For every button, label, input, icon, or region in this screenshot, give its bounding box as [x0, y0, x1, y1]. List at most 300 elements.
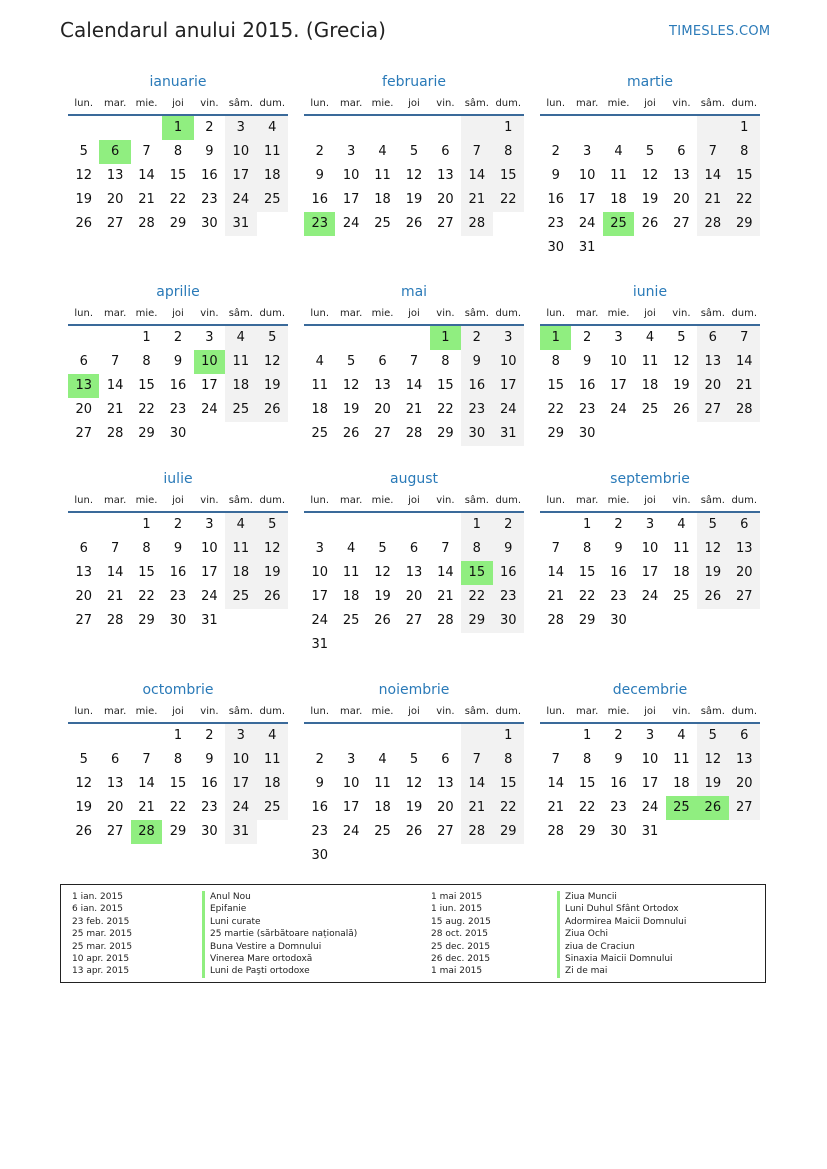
empty-cell	[461, 116, 492, 140]
day-grid	[68, 116, 288, 236]
day-cell: 19	[405, 192, 423, 207]
weekday-header	[68, 700, 288, 724]
holiday-name: Luni Duhul Sfânt Ortodox	[557, 903, 686, 915]
brand-logo-text[interactable]: TIMESLES.COM	[669, 24, 771, 39]
empty-cell	[367, 116, 398, 140]
day-grid	[540, 513, 760, 633]
day-cell: 6	[409, 541, 419, 556]
day-cell: 9	[614, 752, 623, 767]
holiday-names-left	[202, 891, 357, 978]
day-cell: 12	[405, 776, 423, 791]
empty-cell	[398, 513, 429, 537]
day-cell: 26	[257, 585, 288, 609]
day-cell: 11	[641, 354, 659, 369]
weekday-name: sâm.	[228, 706, 253, 717]
weekday-name: lun.	[310, 495, 330, 506]
holiday-name: Buna Vestire a Domnului	[202, 941, 357, 953]
empty-cell	[304, 116, 335, 140]
holiday-day-cell: 25	[666, 796, 697, 820]
day-cell: 15	[547, 378, 564, 393]
day-cell: 12	[374, 565, 391, 580]
day-cell: 7	[461, 748, 492, 772]
day-cell: 3	[614, 330, 623, 345]
day-cell: 10	[493, 350, 524, 374]
day-cell: 1	[582, 517, 592, 532]
day-cell: 9	[315, 168, 324, 183]
weekday-header	[68, 92, 288, 116]
day-cell: 22	[169, 800, 187, 815]
empty-cell	[99, 116, 130, 140]
day-cell: 29	[461, 609, 492, 633]
weekday-name: mie.	[607, 706, 630, 717]
weekday-name: sâm.	[228, 98, 253, 109]
weekday-name: mar.	[340, 706, 363, 717]
day-cell: 22	[729, 188, 760, 212]
weekday-name: lun.	[546, 98, 566, 109]
weekday-name: mar.	[576, 495, 599, 506]
holiday-date: 6 ian. 2015	[72, 904, 123, 915]
day-cell: 30	[461, 422, 492, 446]
day-cell: 14	[405, 378, 423, 393]
weekday-name: joi	[172, 706, 184, 717]
day-cell: 31	[311, 637, 328, 652]
empty-cell	[335, 116, 366, 140]
holiday-day-cell: 25	[603, 212, 634, 236]
day-cell: 7	[142, 144, 151, 159]
holiday-name: ziua de Craciun	[557, 941, 686, 953]
day-cell: 2	[461, 326, 492, 350]
day-cell: 26	[673, 402, 690, 417]
empty-cell	[335, 513, 366, 537]
weekday-name: joi	[408, 308, 420, 319]
month-name: decembrie	[612, 682, 688, 698]
holiday-date: 1 mai 2015	[431, 892, 483, 902]
day-cell: 19	[257, 561, 288, 585]
day-cell: 7	[110, 541, 120, 556]
day-cell: 17	[342, 192, 360, 207]
weekday-name: mie.	[607, 495, 630, 506]
day-cell: 13	[697, 350, 728, 374]
day-grid	[304, 513, 524, 657]
day-cell: 18	[257, 164, 288, 188]
day-cell: 21	[138, 192, 155, 207]
weekday-name: joi	[408, 98, 420, 109]
day-cell: 24	[311, 613, 328, 628]
month-name: septembrie	[610, 471, 690, 487]
weekday-name: sâm.	[464, 98, 489, 109]
day-cell: 23	[201, 800, 218, 815]
weekday-header	[304, 92, 524, 116]
day-cell: 23	[578, 402, 596, 417]
day-cell: 23	[493, 585, 524, 609]
holiday-date: 10 apr. 2015	[72, 954, 130, 965]
day-cell: 6	[729, 724, 760, 748]
holiday-date: 28 oct. 2015	[431, 929, 488, 940]
day-cell: 22	[169, 192, 187, 207]
day-cell: 15	[169, 776, 187, 791]
day-cell: 20	[729, 561, 760, 585]
holiday-dates-right	[431, 891, 491, 978]
day-cell: 27	[106, 216, 124, 231]
day-cell: 2	[493, 513, 524, 537]
day-cell: 20	[374, 402, 391, 417]
day-cell: 9	[173, 354, 183, 369]
weekday-header	[68, 489, 288, 513]
day-cell: 9	[551, 168, 560, 183]
day-cell: 28	[547, 824, 564, 839]
weekday-name: vin.	[200, 495, 219, 506]
day-cell: 8	[173, 144, 183, 159]
day-cell: 27	[729, 585, 760, 609]
weekday-name: sâm.	[228, 495, 253, 506]
weekday-name: dum.	[495, 308, 522, 319]
day-cell: 24	[201, 589, 218, 604]
day-cell: 5	[697, 513, 728, 537]
empty-cell	[430, 116, 461, 140]
holiday-name: Sinaxia Maicii Domnului	[557, 953, 686, 965]
day-cell: 16	[201, 168, 218, 183]
empty-cell	[335, 724, 366, 748]
day-cell: 2	[205, 120, 214, 135]
month-ianuarie	[68, 72, 288, 236]
empty-cell	[540, 116, 571, 140]
day-cell: 11	[257, 140, 288, 164]
empty-cell	[68, 116, 99, 140]
day-cell: 8	[142, 354, 151, 369]
day-cell: 4	[378, 144, 387, 159]
holiday-dates-left	[72, 891, 132, 978]
day-cell: 18	[673, 776, 690, 791]
day-cell: 27	[75, 613, 92, 628]
month-februarie	[304, 72, 524, 236]
day-cell: 20	[75, 402, 92, 417]
weekday-name: dum.	[495, 495, 522, 506]
holiday-name: Luni curate	[202, 916, 357, 928]
month-decembrie	[540, 680, 760, 844]
day-cell: 22	[461, 585, 492, 609]
holiday-date: 1 ian. 2015	[72, 892, 123, 902]
empty-cell	[131, 724, 162, 748]
day-cell: 16	[461, 374, 492, 398]
day-cell: 22	[493, 188, 524, 212]
day-cell: 4	[346, 541, 356, 556]
empty-cell	[666, 116, 697, 140]
day-cell: 18	[610, 192, 627, 207]
weekday-name: joi	[408, 495, 420, 506]
weekday-header	[68, 302, 288, 326]
day-cell: 24	[225, 188, 256, 212]
day-cell: 30	[169, 613, 187, 628]
day-cell: 7	[551, 541, 560, 556]
weekday-name: dum.	[731, 495, 758, 506]
day-cell: 16	[311, 192, 328, 207]
empty-cell	[367, 724, 398, 748]
weekday-name: lun.	[74, 706, 94, 717]
day-cell: 9	[582, 354, 592, 369]
day-cell: 27	[75, 426, 92, 441]
day-cell: 27	[106, 824, 124, 839]
day-cell: 15	[493, 164, 524, 188]
weekday-name: mar.	[340, 308, 363, 319]
day-cell: 26	[75, 824, 92, 839]
empty-cell	[540, 724, 571, 748]
day-cell: 14	[138, 168, 155, 183]
weekday-name: sâm.	[700, 495, 725, 506]
day-grid	[68, 513, 288, 633]
day-cell: 12	[75, 776, 92, 791]
day-cell: 5	[378, 541, 387, 556]
day-cell: 13	[673, 168, 690, 183]
day-cell: 10	[342, 776, 360, 791]
day-cell: 20	[673, 192, 690, 207]
day-cell: 2	[173, 330, 183, 345]
day-cell: 21	[461, 796, 492, 820]
empty-cell	[398, 326, 429, 350]
weekday-name: joi	[408, 706, 420, 717]
day-cell: 16	[547, 192, 564, 207]
day-cell: 28	[729, 398, 760, 422]
weekday-name: dum.	[731, 706, 758, 717]
day-cell: 26	[405, 216, 423, 231]
empty-cell	[131, 116, 162, 140]
day-cell: 30	[547, 240, 564, 255]
weekday-name: mie.	[135, 308, 158, 319]
weekday-name: lun.	[310, 98, 330, 109]
day-cell: 26	[374, 613, 391, 628]
day-grid	[68, 724, 288, 844]
day-cell: 3	[225, 724, 256, 748]
empty-cell	[367, 513, 398, 537]
weekday-name: vin.	[672, 706, 691, 717]
day-grid	[304, 326, 524, 446]
weekday-name: joi	[644, 308, 656, 319]
day-cell: 21	[106, 589, 124, 604]
day-cell: 15	[138, 565, 155, 580]
day-cell: 20	[106, 192, 124, 207]
day-cell: 26	[405, 824, 423, 839]
day-cell: 25	[374, 216, 391, 231]
day-cell: 22	[437, 402, 454, 417]
day-cell: 17	[311, 589, 328, 604]
day-cell: 15	[169, 168, 187, 183]
holiday-name: Adormirea Maicii Domnului	[557, 916, 686, 928]
day-cell: 6	[110, 752, 120, 767]
day-cell: 28	[697, 212, 728, 236]
empty-cell	[634, 116, 665, 140]
day-cell: 10	[342, 168, 360, 183]
day-cell: 4	[614, 144, 623, 159]
day-cell: 20	[405, 589, 423, 604]
empty-cell	[367, 326, 398, 350]
day-cell: 22	[578, 589, 596, 604]
day-cell: 18	[257, 772, 288, 796]
day-cell: 4	[257, 116, 288, 140]
day-cell: 27	[374, 426, 391, 441]
empty-cell	[99, 513, 130, 537]
weekday-name: joi	[172, 98, 184, 109]
day-cell: 11	[610, 168, 627, 183]
day-cell: 14	[547, 776, 564, 791]
day-cell: 7	[409, 354, 419, 369]
empty-cell	[335, 326, 366, 350]
empty-cell	[398, 724, 429, 748]
holiday-name: Luni de Paşti ortodoxe	[202, 965, 357, 977]
day-cell: 21	[729, 374, 760, 398]
day-cell: 13	[75, 565, 92, 580]
weekday-name: lun.	[310, 308, 330, 319]
weekday-name: sâm.	[700, 98, 725, 109]
day-cell: 19	[374, 589, 391, 604]
day-cell: 27	[437, 216, 454, 231]
weekday-name: vin.	[436, 495, 455, 506]
day-cell: 8	[441, 354, 450, 369]
day-cell: 24	[342, 824, 360, 839]
day-cell: 14	[547, 565, 564, 580]
month-name: iunie	[632, 284, 668, 300]
weekday-header	[540, 92, 760, 116]
day-cell: 7	[142, 752, 151, 767]
day-cell: 15	[138, 378, 155, 393]
day-cell: 1	[173, 728, 183, 743]
day-cell: 5	[79, 144, 88, 159]
day-cell: 19	[673, 378, 690, 393]
day-cell: 12	[641, 168, 659, 183]
day-cell: 13	[106, 776, 124, 791]
day-cell: 21	[461, 188, 492, 212]
day-cell: 3	[205, 330, 214, 345]
day-cell: 21	[697, 188, 728, 212]
day-grid	[540, 724, 760, 844]
day-cell: 6	[697, 326, 728, 350]
day-cell: 15	[729, 164, 760, 188]
day-cell: 10	[225, 140, 256, 164]
day-cell: 5	[409, 752, 419, 767]
day-cell: 15	[578, 776, 596, 791]
day-cell: 19	[75, 800, 92, 815]
day-cell: 30	[493, 609, 524, 633]
weekday-header	[304, 700, 524, 724]
day-cell: 1	[493, 116, 524, 140]
weekday-header	[540, 302, 760, 326]
weekday-name: mie.	[607, 98, 630, 109]
day-cell: 20	[437, 800, 454, 815]
empty-cell	[430, 513, 461, 537]
day-cell: 25	[257, 796, 288, 820]
day-cell: 11	[673, 752, 690, 767]
weekday-name: mie.	[135, 706, 158, 717]
day-cell: 9	[493, 537, 524, 561]
day-cell: 12	[75, 168, 92, 183]
day-cell: 26	[257, 398, 288, 422]
day-cell: 30	[201, 216, 218, 231]
weekday-name: mar.	[340, 495, 363, 506]
holiday-date: 25 mar. 2015	[72, 929, 133, 940]
holiday-name: Epifanie	[202, 903, 357, 915]
empty-cell	[540, 513, 571, 537]
holiday-names-right	[557, 891, 686, 978]
day-cell: 24	[493, 398, 524, 422]
day-cell: 21	[138, 800, 155, 815]
day-cell: 29	[169, 824, 187, 839]
month-name: februarie	[382, 74, 446, 90]
day-cell: 27	[673, 216, 690, 231]
day-cell: 20	[697, 374, 728, 398]
weekday-name: lun.	[74, 308, 94, 319]
day-cell: 5	[257, 326, 288, 350]
day-cell: 2	[582, 330, 592, 345]
day-cell: 17	[493, 374, 524, 398]
day-cell: 3	[205, 517, 214, 532]
day-cell: 9	[614, 541, 623, 556]
weekday-name: mie.	[371, 98, 394, 109]
weekday-name: vin.	[672, 495, 691, 506]
day-cell: 22	[138, 589, 155, 604]
day-cell: 8	[493, 748, 524, 772]
day-cell: 3	[346, 144, 356, 159]
day-cell: 29	[729, 212, 760, 236]
day-cell: 29	[169, 216, 187, 231]
weekday-name: dum.	[731, 308, 758, 319]
day-grid	[540, 326, 760, 446]
day-cell: 25	[374, 824, 391, 839]
day-cell: 19	[342, 402, 360, 417]
holiday-name: Ziua Ochi	[557, 928, 686, 940]
day-cell: 23	[610, 589, 627, 604]
day-cell: 2	[614, 728, 623, 743]
holiday-day-cell: 10	[194, 350, 225, 374]
day-cell: 14	[106, 378, 124, 393]
day-cell: 17	[641, 565, 659, 580]
day-cell: 30	[201, 824, 218, 839]
day-cell: 17	[610, 378, 627, 393]
day-grid	[304, 724, 524, 868]
day-cell: 1	[142, 517, 151, 532]
weekday-name: mie.	[371, 308, 394, 319]
holiday-date: 15 aug. 2015	[431, 916, 491, 927]
day-cell: 2	[205, 728, 214, 743]
day-cell: 3	[346, 752, 356, 767]
day-cell: 4	[225, 513, 256, 537]
day-cell: 25	[225, 585, 256, 609]
month-martie	[540, 72, 760, 260]
day-cell: 10	[311, 565, 328, 580]
day-cell: 23	[201, 192, 218, 207]
day-cell: 29	[138, 613, 155, 628]
day-cell: 14	[729, 350, 760, 374]
day-cell: 23	[169, 402, 187, 417]
weekday-name: mar.	[104, 98, 127, 109]
day-cell: 9	[461, 350, 492, 374]
day-cell: 4	[315, 354, 324, 369]
holiday-day-cell: 28	[131, 820, 162, 844]
day-cell: 23	[169, 589, 187, 604]
empty-cell	[68, 724, 99, 748]
day-cell: 29	[547, 426, 564, 441]
day-cell: 26	[641, 216, 659, 231]
empty-cell	[304, 724, 335, 748]
weekday-name: dum.	[259, 495, 286, 506]
day-cell: 11	[225, 350, 256, 374]
day-cell: 24	[578, 216, 596, 231]
day-cell: 15	[493, 772, 524, 796]
day-cell: 28	[461, 212, 492, 236]
day-cell: 11	[673, 541, 690, 556]
day-cell: 21	[547, 589, 564, 604]
day-cell: 27	[697, 398, 728, 422]
holiday-name: Zi de mai	[557, 965, 686, 977]
month-iulie	[68, 469, 288, 633]
day-cell: 2	[315, 144, 324, 159]
